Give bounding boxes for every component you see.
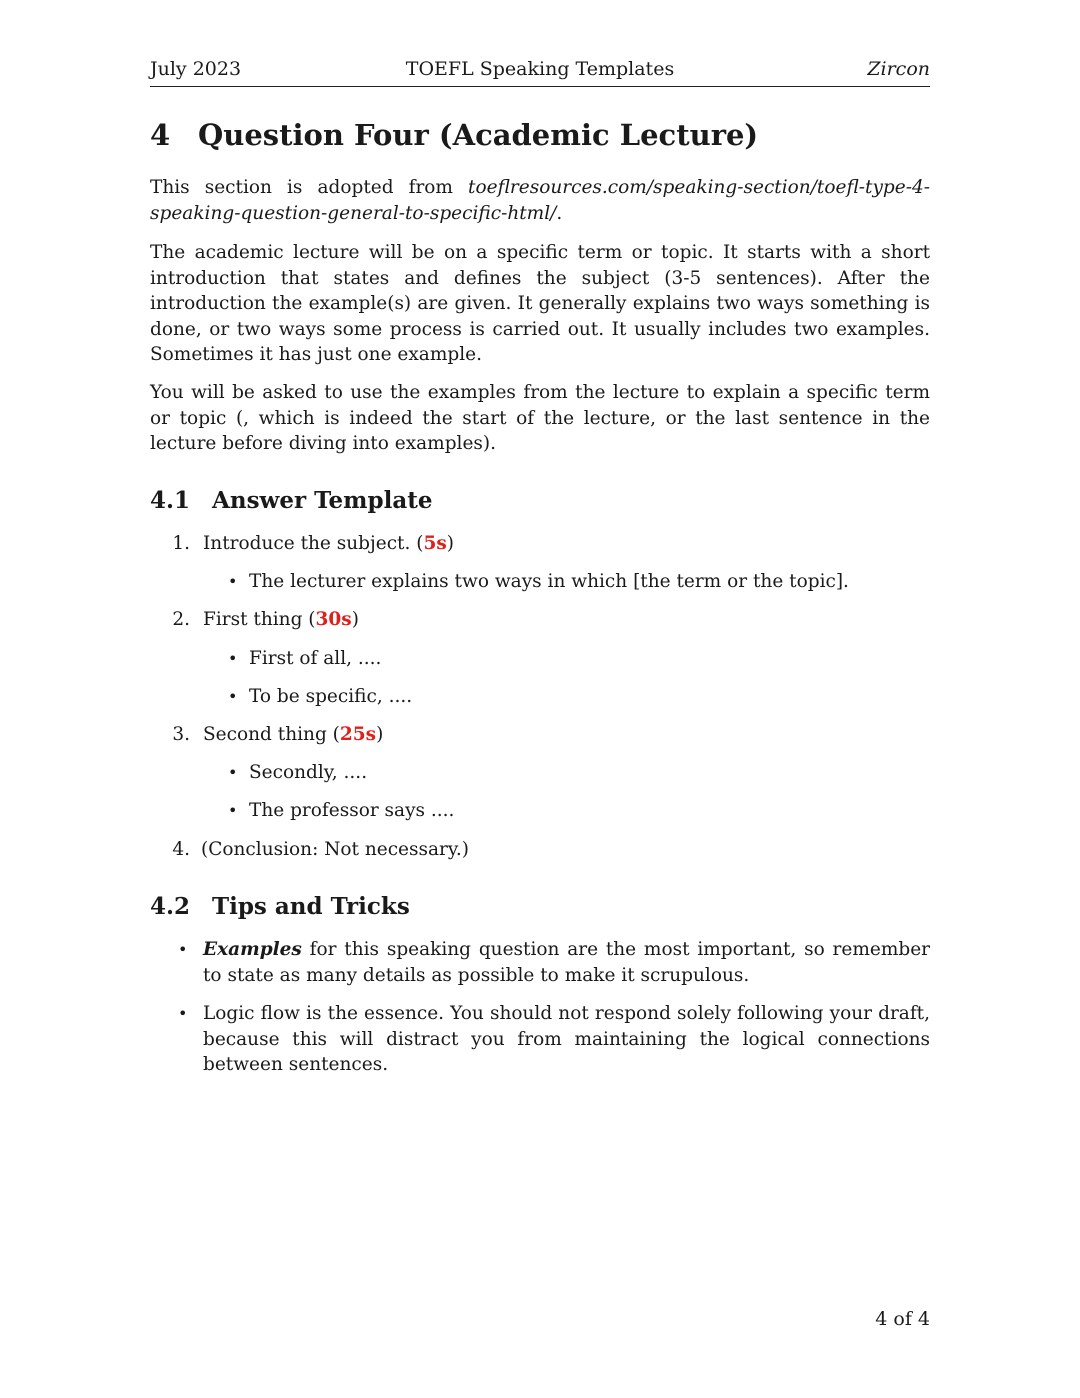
header-title: TOEFL Speaking Templates xyxy=(405,58,675,80)
time-badge: 5s xyxy=(423,533,447,554)
lecture-description-paragraph: The academic lecture will be on a specific term or topic. It starts with a short introduction that states and defines the subject (3-5 sentences). After the introduction the example(s) are given. It generally explains two ways something is done, or two ways some process is carried out. It usually includes two examples. Sometimes it has just one example. xyxy=(150,242,930,365)
subsection-title: Tips and Tricks xyxy=(212,893,410,920)
subsection-title: Answer Template xyxy=(212,487,433,514)
time-badge: 25s xyxy=(339,724,377,745)
tip-item xyxy=(203,937,930,988)
tip-item: Logic flow is the essence. You should not respond solely following your draft, because this will distract you from maintaining the logical connections between sentences. xyxy=(203,1003,930,1075)
bullet-icon: • xyxy=(228,649,238,668)
source-link: toeflresources.com/speaking-section/toefl-type-4-speaking-question-general-to-specific-html/ xyxy=(150,177,930,224)
bullet-icon: • xyxy=(228,687,238,706)
section-number: 4 xyxy=(150,118,171,152)
source-suffix: . xyxy=(556,202,563,224)
tip-text: for this speaking question are the most important, so remember to state as many details as possible to make it scrupulous. xyxy=(203,939,930,986)
source-paragraph xyxy=(150,175,930,226)
tip-emphasis: Examples xyxy=(203,939,302,960)
bullet-icon: • xyxy=(178,1004,188,1023)
bullet-icon: • xyxy=(228,572,238,591)
running-header xyxy=(150,58,930,87)
answer-template-heading xyxy=(150,487,433,514)
item-text: First thing (30s) xyxy=(203,609,359,630)
item-text: Second thing (25s) xyxy=(203,724,384,745)
subitem-text: The professor says .... xyxy=(249,800,455,821)
time-badge: 30s xyxy=(315,609,352,630)
item-number: 1. xyxy=(172,533,190,554)
subitem-text: Secondly, .... xyxy=(249,762,368,783)
header-date: July 2023 xyxy=(150,58,242,80)
section-heading xyxy=(150,118,758,152)
section-title: Question Four (Academic Lecture) xyxy=(198,118,759,152)
task-description-paragraph: You will be asked to use the examples from the lecture to explain a specific term or topic (, which is indeed the start of the lecture, or the last sentence in the lecture before diving into examples). xyxy=(150,382,930,454)
subitem-text: First of all, .... xyxy=(249,648,382,669)
subsection-number: 4.1 xyxy=(150,487,191,514)
header-author: Zircon xyxy=(867,58,930,80)
bullet-icon: • xyxy=(178,940,188,959)
subitem-text: To be specific, .... xyxy=(249,686,413,707)
tips-heading xyxy=(150,893,410,920)
bullet-icon: • xyxy=(228,763,238,782)
source-prefix: This section is adopted from xyxy=(150,177,469,198)
item-number: 3. xyxy=(172,724,190,745)
subsection-number: 4.2 xyxy=(150,893,191,920)
item-text: (Conclusion: Not necessary.) xyxy=(201,839,469,860)
item-number: 4. xyxy=(172,839,190,860)
page-number: 4 of 4 xyxy=(875,1308,930,1330)
item-number: 2. xyxy=(172,609,190,630)
bullet-icon: • xyxy=(228,801,238,820)
item-text: Introduce the subject. (5s) xyxy=(203,533,454,554)
subitem-text: The lecturer explains two ways in which [the term or the topic]. xyxy=(249,571,849,592)
